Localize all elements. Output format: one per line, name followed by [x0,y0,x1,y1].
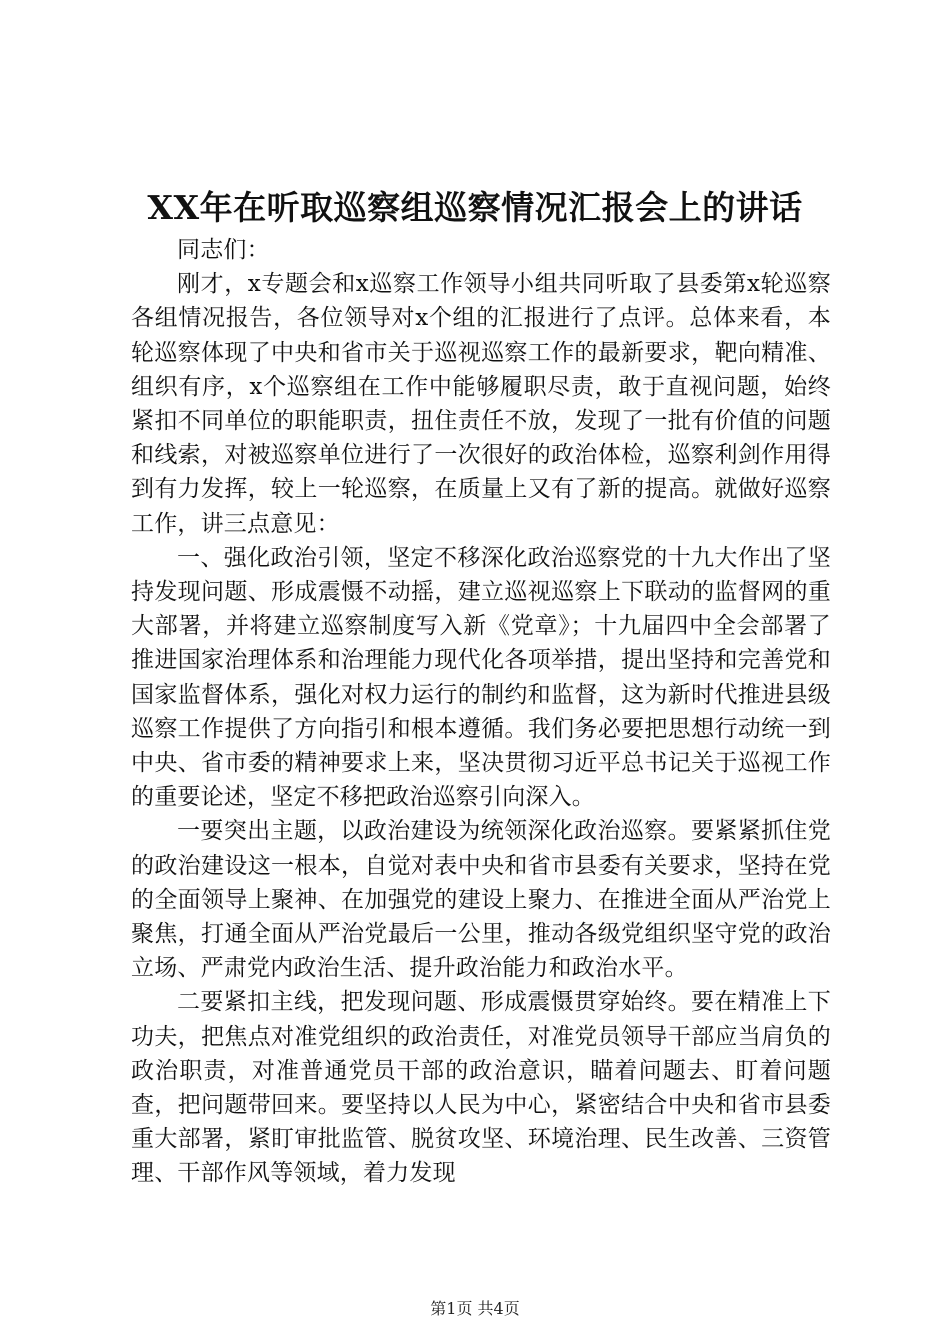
page-number-footer: 第1页 共4页 [430,1299,520,1318]
document-body [131,233,831,1191]
paragraph: 一要突出主题，以政治建设为统领深化政治巡察。要紧紧抓住党的政治建设这一根本，自觉对表中央和省市县委有关要求，坚持在党的全面领导上聚神、在加强党的建设上聚力、在推进全面从严治党上聚焦，打通全面从严治党最后一公里，推动各级党组织坚守党的政治立场、严肃党内政治生活、提升政治能力和政治水平。 [131,818,831,982]
salutation: 同志们： [177,237,270,263]
document-title: XX年在听取巡察组巡察情况汇报会上的讲话 [147,188,803,227]
paragraph: 二要紧扣主线，把发现问题、形成震慑贯穿始终。要在精准上下功夫，把焦点对准党组织的政治责任，对准党员领导干部应当肩负的政治职责，对准普通党员干部的政治意识，瞄着问题去、盯着问题查，把问题带回来。要坚持以人民为中心，紧密结合中央和省市县委重大部署，紧盯审批监管、脱贫攻坚、环境治理、民生改善、三资管理、干部作风等领域，着力发现 [131,989,831,1187]
paragraph: 一、强化政治引领，坚定不移深化政治巡察党的十九大作出了坚持发现问题、形成震慑不动摇，建立巡视巡察上下联动的监督网的重大部署，并将建立巡察制度写入新《党章》；十九届四中全会部署了推进国家治理体系和治理能力现代化各项举措，提出坚持和完善党和国家监督体系，强化对权力运行的制约和监督，这为新时代推进县级巡察工作提供了方向指引和根本遵循。我们务必要把思想行动统一到中央、省市委的精神要求上来，坚决贯彻习近平总书记关于巡视工作的重要论述，坚定不移把政治巡察引向深入。 [131,544,831,811]
paragraph: 刚才，x专题会和x巡察工作领导小组共同听取了县委第x轮巡察各组情况报告，各位领导对x个组的汇报进行了点评。总体来看，本轮巡察体现了中央和省市关于巡视巡察工作的最新要求，靶向精准、组织有序，x个巡察组在工作中能够履职尽责，敢于直视问题，始终紧扣不同单位的职能职责，扭住责任不放，发现了一批有价值的问题和线索，对被巡察单位进行了一次很好的政治体检，巡察利剑作用得到有力发挥，较上一轮巡察，在质量上又有了新的提高。就做好巡察工作，讲三点意见： [131,271,831,537]
